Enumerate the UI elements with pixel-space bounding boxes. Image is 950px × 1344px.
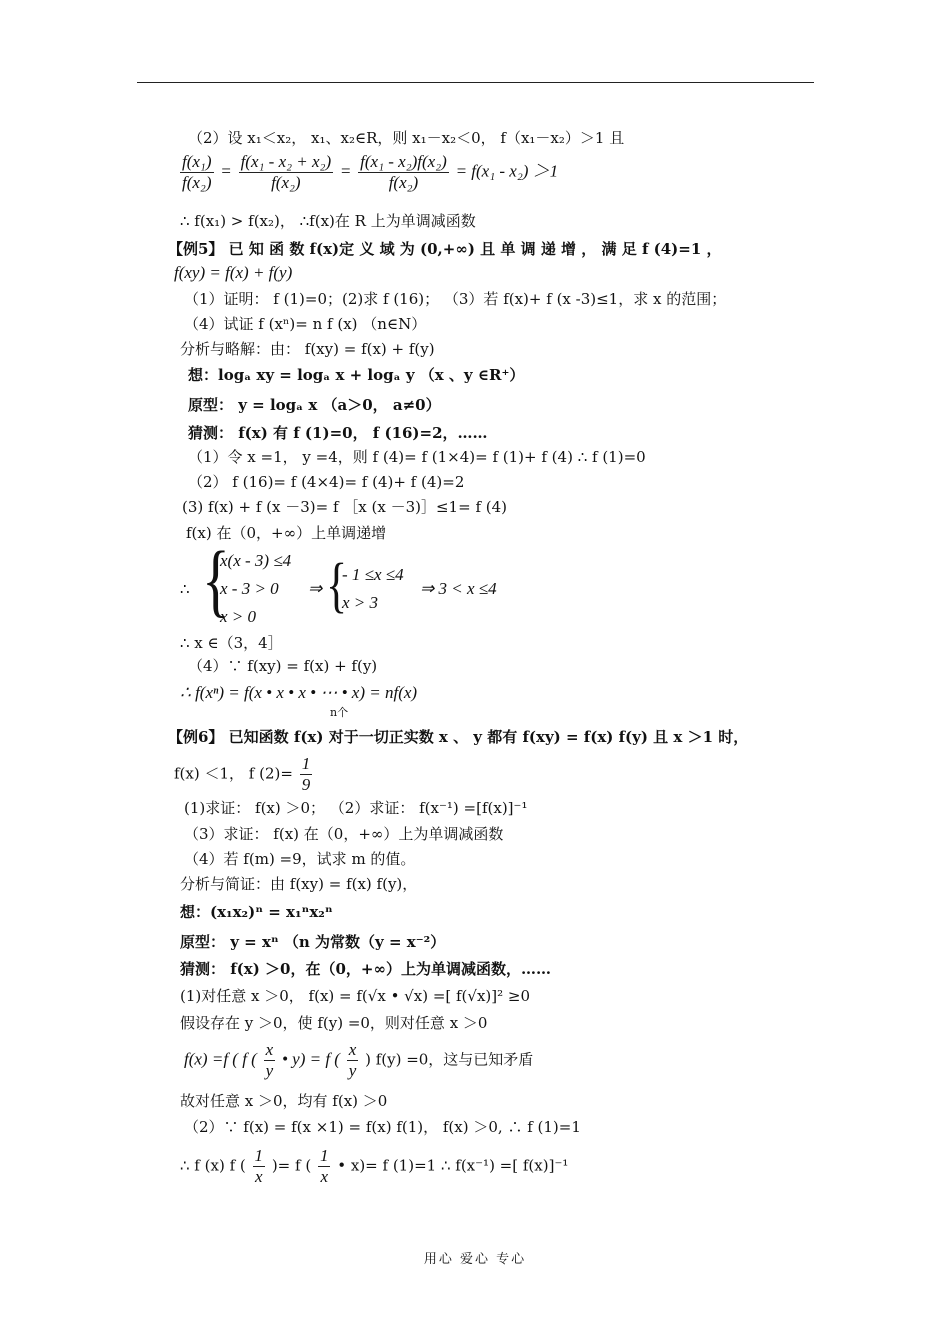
text-line: ∴ f(x₁) > f(x₂)， ∴f(x)在 R 上为单调减函数 [180, 212, 476, 230]
text-line: (3) f(x) + f (x －3)= f ［x (x －3)］≤1= f (4) [182, 498, 508, 516]
text-line: （2）∵ f(x) = f(x ×1) = f(x) f(1)， f(x) ＞0, ∴ f (1)=1 [184, 1118, 581, 1136]
text-line: 假设存在 y ＞0，使 f(y) =0，则对任意 x ＞0 [180, 1014, 488, 1032]
math-line: ∴ f(xⁿ) = f(x • x • x • ⋯ • x) = nf(x) [180, 683, 418, 702]
fraction: $\frac{1}{9}$ [301, 754, 311, 794]
text-line: 原型： y = xⁿ （n 为常数（y = x⁻²） [180, 933, 446, 951]
math-line: f(x) =f ( f ( $\frac{x}{y}$ • y) = f ( $\frac{x}{y}$ ) f(y) =0，这与已知矛盾 [184, 1040, 534, 1080]
underbrace-label: n个 [330, 706, 349, 719]
text-line: (1)对任意 x ＞0， f(x) = f(√x • √x) =[ f(√x)]² ≥0 [180, 987, 531, 1005]
fraction: $\frac{\text{f(x₁)}}{\text{f(x₂)}}$ [182, 152, 212, 192]
fraction-equation: $\frac{\text{f(x₁)}}{\text{f(x₂)}}$ = $\frac{\text{f(x₁ - x₂ + x₂)}}{\text{f(x₂)}}$ = $\frac{\text{f(x₁ - x₂)f(x₂)}}{\text{f(x₂)}}$ = f(x₁ - x₂) ＞1 [182, 152, 559, 192]
text-line: 想：(x₁x₂)ⁿ = x₁ⁿx₂ⁿ [180, 903, 333, 921]
math-line: ∴ f (x) f ( $\frac{1}{x}$ )= f ( $\frac{1}{x}$ • x)= f (1)=1 ∴ f(x⁻¹) =[ f(x)]⁻¹ [180, 1146, 569, 1186]
text-line: 猜测： f(x) 有 f (1)=0， f (16)=2，…… [188, 424, 488, 442]
math-line: f(x) ＜1， f (2)= $\frac{1}{9}$ [174, 754, 311, 794]
text-line: （4）试证 f (xⁿ)= n f (x) （n∈N） [184, 315, 427, 333]
text-line: 分析与略解：由： f(xy) = f(x) + f(y) [180, 340, 435, 358]
text-line: （1）证明： f (1)=0；(2)求 f (16)； （3）若 f(x)+ f (x -3)≤1，求 x 的范围； [184, 290, 727, 308]
fraction: $\frac{1}{x}$ [254, 1146, 264, 1186]
text-line: 故对任意 x ＞0，均有 f(x) ＞0 [180, 1092, 388, 1110]
text-line: 原型： y = logₐ x （a＞0， a≠0） [188, 396, 441, 414]
fraction: $\frac{\text{f(x₁ - x₂)f(x₂)}}{\text{f(x₂)}}$ [360, 152, 447, 192]
text-line: f(x) 在（0，+∞）上单调递增 [186, 524, 387, 542]
text-line: (1)求证： f(x) ＞0； （2）求证： f(x⁻¹) =[f(x)]⁻¹ [184, 799, 528, 817]
fraction: $\frac{\text{f(x₁ - x₂ + x₂)}}{\text{f(x₂)}}$ [240, 152, 332, 192]
fraction: $\frac{1}{x}$ [319, 1146, 329, 1186]
text-line: 想：logₐ xy = logₐ x + logₐ y （x 、y ∈R⁺） [188, 366, 525, 384]
page-footer: 用心 爱心 专心 [423, 1252, 527, 1267]
text-line: （4）若 f(m) =9，试求 m 的值。 [184, 850, 416, 868]
text-line: （4）∵ f(xy) = f(x) + f(y) [188, 657, 378, 675]
text-line: （2） f (16)= f (4×4)= f (4)+ f (4)=2 [188, 473, 465, 491]
text-line: 猜测： f(x) ＞0，在（0，+∞）上为单调减函数，…… [180, 960, 551, 978]
header-rule [137, 82, 814, 83]
example-heading: 【例5】 已 知 函 数 f(x)定 义 域 为 (0,+∞) 且 单 调 递 增 ， 满 足 f (4)=1 ， [168, 240, 722, 258]
text-line: （3）求证： f(x) 在（0，+∞）上为单调减函数 [184, 825, 504, 843]
math-line: f(xy) = f(x) + f(y) [174, 263, 293, 282]
left-brace: { [202, 534, 230, 626]
fraction: $\frac{x}{y}$ [348, 1040, 357, 1080]
example-heading: 【例6】 已知函数 f(x) 对于一切正实数 x 、 y 都有 f(xy) = f(x) f(y) 且 x ＞1 时， [168, 728, 749, 746]
fraction: $\frac{x}{y}$ [265, 1040, 274, 1080]
text-line: 分析与简证：由 f(xy) = f(x) f(y)， [180, 875, 418, 893]
text-line: （2）设 x₁＜x₂， x₁、x₂∈R，则 x₁－x₂＜0， f（x₁－x₂）＞1 且 [188, 129, 625, 147]
text-line: ∴ x ∈（3，4］ [180, 634, 283, 652]
left-brace: { [326, 550, 348, 620]
text-line: （1）令 x =1， y =4，则 f (4)= f (1×4)= f (1)+ f (4) ∴ f (1)=0 [188, 448, 646, 466]
